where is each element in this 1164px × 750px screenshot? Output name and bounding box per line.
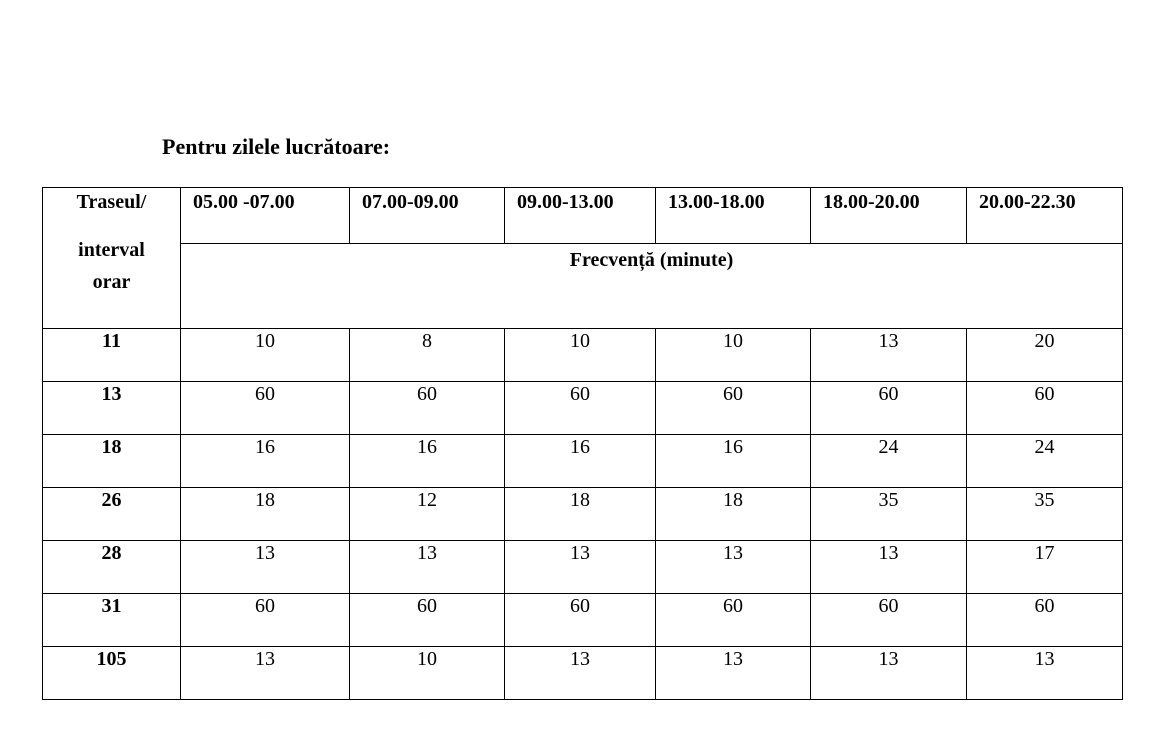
- interval-header: 20.00-22.30: [967, 188, 1123, 244]
- route-number: 18: [43, 435, 181, 488]
- frequency-cell: 60: [656, 382, 811, 435]
- frequency-cell: 17: [967, 541, 1123, 594]
- frequency-cell: 60: [811, 594, 967, 647]
- table-row: [43, 488, 1123, 541]
- route-number: 26: [43, 488, 181, 541]
- route-header-line2: interval: [78, 239, 145, 261]
- interval-header: 07.00-09.00: [350, 188, 505, 244]
- frequency-cell: 13: [181, 541, 350, 594]
- frequency-cell: 60: [350, 594, 505, 647]
- frequency-cell: 8: [350, 329, 505, 382]
- frequency-cell: 12: [350, 488, 505, 541]
- frequency-cell: 60: [505, 382, 656, 435]
- frequency-cell: 60: [656, 594, 811, 647]
- table-row: [43, 647, 1123, 700]
- table-row: [43, 541, 1123, 594]
- frequency-cell: 60: [967, 382, 1123, 435]
- frequency-cell: 13: [656, 647, 811, 700]
- frequency-cell: 10: [181, 329, 350, 382]
- frequency-cell: 24: [967, 435, 1123, 488]
- frequency-cell: 13: [811, 541, 967, 594]
- table-row: [43, 435, 1123, 488]
- table-row: [43, 329, 1123, 382]
- frequency-cell: 18: [505, 488, 656, 541]
- route-number: 31: [43, 594, 181, 647]
- frequency-cell: 13: [505, 541, 656, 594]
- frequency-cell: 16: [656, 435, 811, 488]
- interval-header: 18.00-20.00: [811, 188, 967, 244]
- interval-header: 05.00 -07.00: [181, 188, 350, 244]
- route-number: 105: [43, 647, 181, 700]
- route-number: 28: [43, 541, 181, 594]
- route-number: 11: [43, 329, 181, 382]
- frequency-label-row: [43, 244, 1123, 329]
- frequency-cell: 35: [811, 488, 967, 541]
- frequency-cell: 13: [656, 541, 811, 594]
- frequency-cell: 16: [350, 435, 505, 488]
- frequency-cell: 10: [350, 647, 505, 700]
- schedule-table: [42, 187, 1123, 700]
- frequency-cell: 10: [656, 329, 811, 382]
- route-number: 13: [43, 382, 181, 435]
- frequency-cell: 35: [967, 488, 1123, 541]
- interval-header-row: [43, 188, 1123, 244]
- frequency-cell: 13: [967, 647, 1123, 700]
- frequency-cell: 60: [181, 382, 350, 435]
- frequency-cell: 10: [505, 329, 656, 382]
- frequency-cell: 16: [181, 435, 350, 488]
- frequency-cell: 13: [505, 647, 656, 700]
- frequency-cell: 24: [811, 435, 967, 488]
- page-heading: Pentru zilele lucrătoare:: [162, 134, 391, 159]
- frequency-cell: 13: [181, 647, 350, 700]
- frequency-cell: 60: [181, 594, 350, 647]
- frequency-cell: 13: [350, 541, 505, 594]
- table-row: [43, 382, 1123, 435]
- frequency-cell: 60: [811, 382, 967, 435]
- frequency-cell: 16: [505, 435, 656, 488]
- frequency-cell: 20: [967, 329, 1123, 382]
- frequency-cell: 13: [811, 647, 967, 700]
- frequency-cell: 18: [656, 488, 811, 541]
- frequency-cell: 18: [181, 488, 350, 541]
- frequency-cell: 60: [350, 382, 505, 435]
- frequency-cell: 60: [967, 594, 1123, 647]
- frequency-label: Frecvență (minute): [181, 244, 1123, 329]
- interval-header: 13.00-18.00: [656, 188, 811, 244]
- frequency-cell: 13: [811, 329, 967, 382]
- table-row: [43, 594, 1123, 647]
- route-header-line1: Traseul/: [76, 191, 147, 213]
- route-header-cell: [43, 188, 181, 329]
- interval-header: 09.00-13.00: [505, 188, 656, 244]
- frequency-cell: 60: [505, 594, 656, 647]
- route-header-line3: orar: [92, 271, 131, 293]
